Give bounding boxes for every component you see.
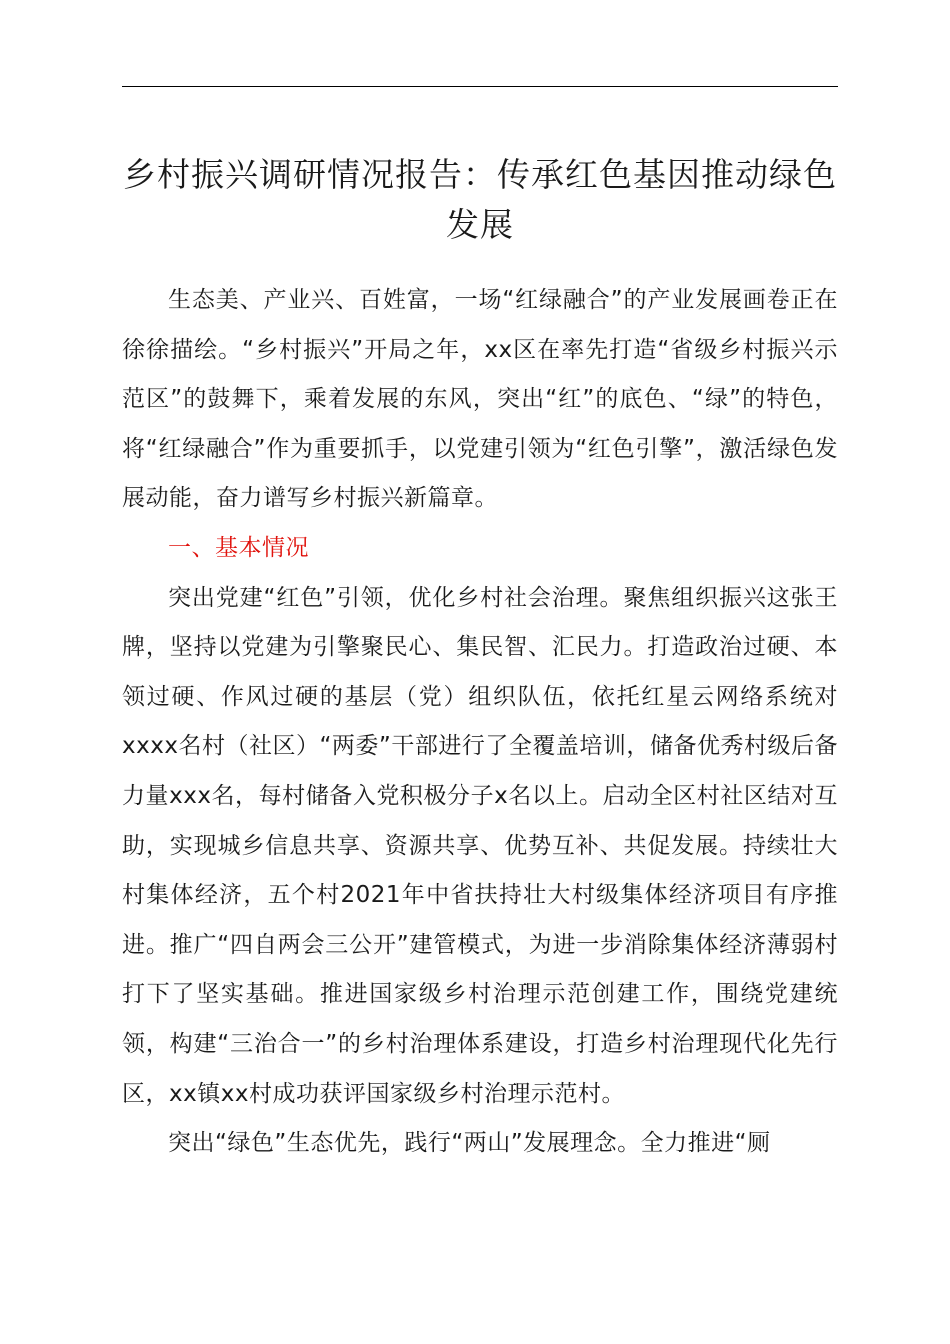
section-heading: 一、基本情况 — [168, 534, 309, 561]
document-body — [122, 276, 838, 1169]
section-paragraph-2: 突出“绿色”生态优先，践行“两山”发展理念。全力推进“厕 — [168, 1130, 771, 1157]
header-rule — [122, 86, 838, 87]
section-paragraph-1: 突出党建“红色”引领，优化乡村社会治理。聚焦组织振兴这张王牌，坚持以党建为引擎聚民心、集民智、汇民力。打造政治过硬、本领过硬、作风过硬的基层（党）组织队伍，依托红星云网络系统对xxxx名村（社区）“两委”干部进行了全覆盖培训，储备优秀村级后备力量xxx名，每村储备入党积极分子x名以上。启动全区村社区结对互助，实现城乡信息共享、资源共享、优势互补、共促发展。持续壮大村集体经济，五个村2021年中省扶持壮大村级集体经济项目有序推进。推广“四自两会三公开”建管模式，为进一步消除集体经济薄弱村打下了坚实基础。推进国家级乡村治理示范创建工作，围绕党建统领，构建“三治合一”的乡村治理体系建设，打造乡村治理现代化先行区，xx镇xx村成功获评国家级乡村治理示范村。 — [122, 584, 838, 1107]
document-title: 乡村振兴调研情况报告：传承红色基因推动绿色发展 — [123, 155, 837, 244]
intro-paragraph: 生态美、产业兴、百姓富，一场“红绿融合”的产业发展画卷正在徐徐描绘。“乡村振兴”开局之年，xx区在率先打造“省级乡村振兴示范区”的鼓舞下，乘着发展的东风，突出“红”的底色、“绿”的特色，将“红绿融合”作为重要抓手，以党建引领为“红色引擎”，激活绿色发展动能，奋力谱写乡村振兴新篇章。 — [122, 287, 838, 512]
